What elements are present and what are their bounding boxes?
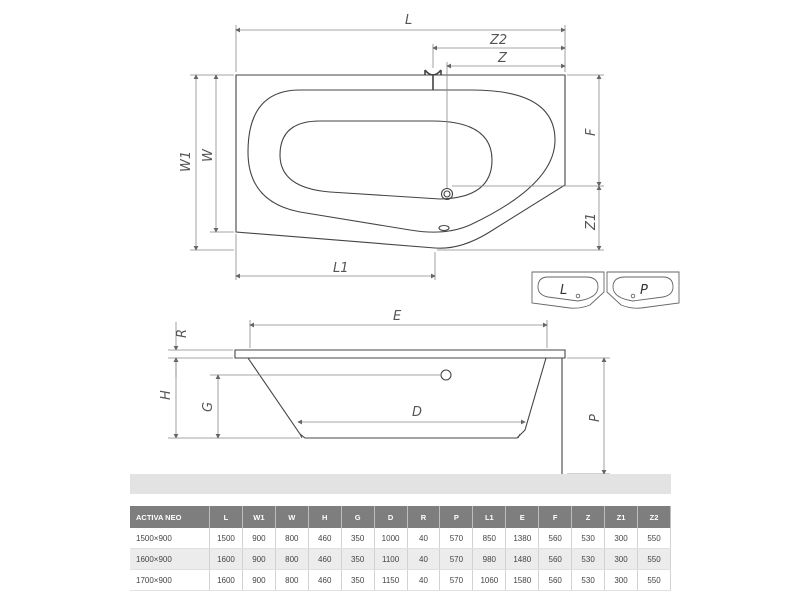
col-header: E — [506, 506, 539, 528]
table-cell: 1580 — [506, 570, 539, 591]
label-H: H — [159, 390, 174, 400]
table-cell: 800 — [275, 570, 308, 591]
table-cell: 1480 — [506, 549, 539, 570]
table-cell: 40 — [407, 549, 440, 570]
table-cell: 1500×900 — [130, 528, 210, 549]
label-F: F — [584, 128, 599, 136]
col-header: L — [210, 506, 243, 528]
label-P: P — [588, 414, 603, 422]
drain-icon — [442, 189, 453, 200]
table-cell: 900 — [242, 528, 275, 549]
table-cell: 350 — [341, 528, 374, 549]
table-cell: 1500 — [210, 528, 243, 549]
tub-feet — [300, 434, 520, 438]
col-header: H — [308, 506, 341, 528]
table-cell: 300 — [605, 549, 638, 570]
table-cell: 1600 — [210, 570, 243, 591]
table-cell: 800 — [275, 528, 308, 549]
table-cell: 300 — [605, 570, 638, 591]
side-drain-icon — [441, 370, 451, 380]
section-divider — [130, 474, 671, 494]
col-header: W1 — [242, 506, 275, 528]
table-cell: 1000 — [374, 528, 407, 549]
table-cell: 40 — [407, 528, 440, 549]
label-Z2: Z2 — [490, 33, 508, 48]
tub-basin — [280, 121, 492, 199]
variant-left — [532, 272, 604, 308]
top-view — [236, 70, 565, 248]
variant-right-label: P — [640, 283, 648, 298]
table-cell: 460 — [308, 549, 341, 570]
label-E: E — [393, 309, 402, 324]
dimensions-table — [130, 506, 671, 591]
table-cell: 570 — [440, 570, 473, 591]
label-D: D — [412, 405, 423, 420]
table-cell: 560 — [539, 549, 572, 570]
table-cell: 550 — [637, 528, 670, 549]
col-header: L1 — [473, 506, 506, 528]
tub-side-body — [248, 358, 546, 438]
table-cell: 1150 — [374, 570, 407, 591]
table-cell: 570 — [440, 549, 473, 570]
variant-left-label: L — [560, 283, 568, 298]
table-cell: 40 — [407, 570, 440, 591]
col-header: D — [374, 506, 407, 528]
tub-inner-rim — [248, 90, 555, 232]
faucet-icon — [425, 70, 441, 90]
label-Z1: Z1 — [584, 212, 599, 230]
table-cell: 350 — [341, 570, 374, 591]
overflow-icon — [439, 226, 449, 231]
table-row — [130, 528, 671, 549]
table-cell: 560 — [539, 570, 572, 591]
table-cell: 800 — [275, 549, 308, 570]
col-header: ACTIVA NEO — [130, 506, 210, 528]
table-cell: 350 — [341, 549, 374, 570]
table-cell: 1100 — [374, 549, 407, 570]
table-cell: 560 — [539, 528, 572, 549]
table-cell: 530 — [572, 549, 605, 570]
label-L1: L1 — [333, 261, 349, 276]
table-cell: 460 — [308, 570, 341, 591]
table-cell: 550 — [637, 570, 670, 591]
label-W: W — [201, 149, 216, 162]
table-cell: 570 — [440, 528, 473, 549]
side-view — [235, 350, 565, 474]
col-header: Z2 — [637, 506, 670, 528]
table-cell: 530 — [572, 528, 605, 549]
table-cell: 460 — [308, 528, 341, 549]
table-cell: 1600×900 — [130, 549, 210, 570]
table-cell: 1600 — [210, 549, 243, 570]
table-cell: 550 — [637, 549, 670, 570]
tub-outline — [236, 75, 565, 248]
col-header: R — [407, 506, 440, 528]
label-G: G — [201, 401, 216, 412]
col-header: F — [539, 506, 572, 528]
col-header: Z — [572, 506, 605, 528]
col-header: W — [275, 506, 308, 528]
table-cell: 980 — [473, 549, 506, 570]
col-header: G — [341, 506, 374, 528]
table-cell: 900 — [242, 570, 275, 591]
top-dimensions — [190, 25, 604, 280]
table-cell: 1700×900 — [130, 570, 210, 591]
label-R: R — [175, 328, 190, 338]
table-row — [130, 549, 671, 570]
col-header: P — [440, 506, 473, 528]
side-dimensions — [168, 320, 610, 474]
table-cell: 1380 — [506, 528, 539, 549]
table-header-row — [130, 506, 671, 528]
table-cell: 1060 — [473, 570, 506, 591]
table-cell: 530 — [572, 570, 605, 591]
table-cell: 850 — [473, 528, 506, 549]
table-cell: 300 — [605, 528, 638, 549]
tub-side-rim — [235, 350, 565, 358]
label-Z: Z — [498, 51, 507, 66]
table-row — [130, 570, 671, 591]
label-W1: W1 — [179, 150, 194, 172]
col-header: Z1 — [605, 506, 638, 528]
label-L: L — [405, 13, 413, 28]
table-cell: 900 — [242, 549, 275, 570]
